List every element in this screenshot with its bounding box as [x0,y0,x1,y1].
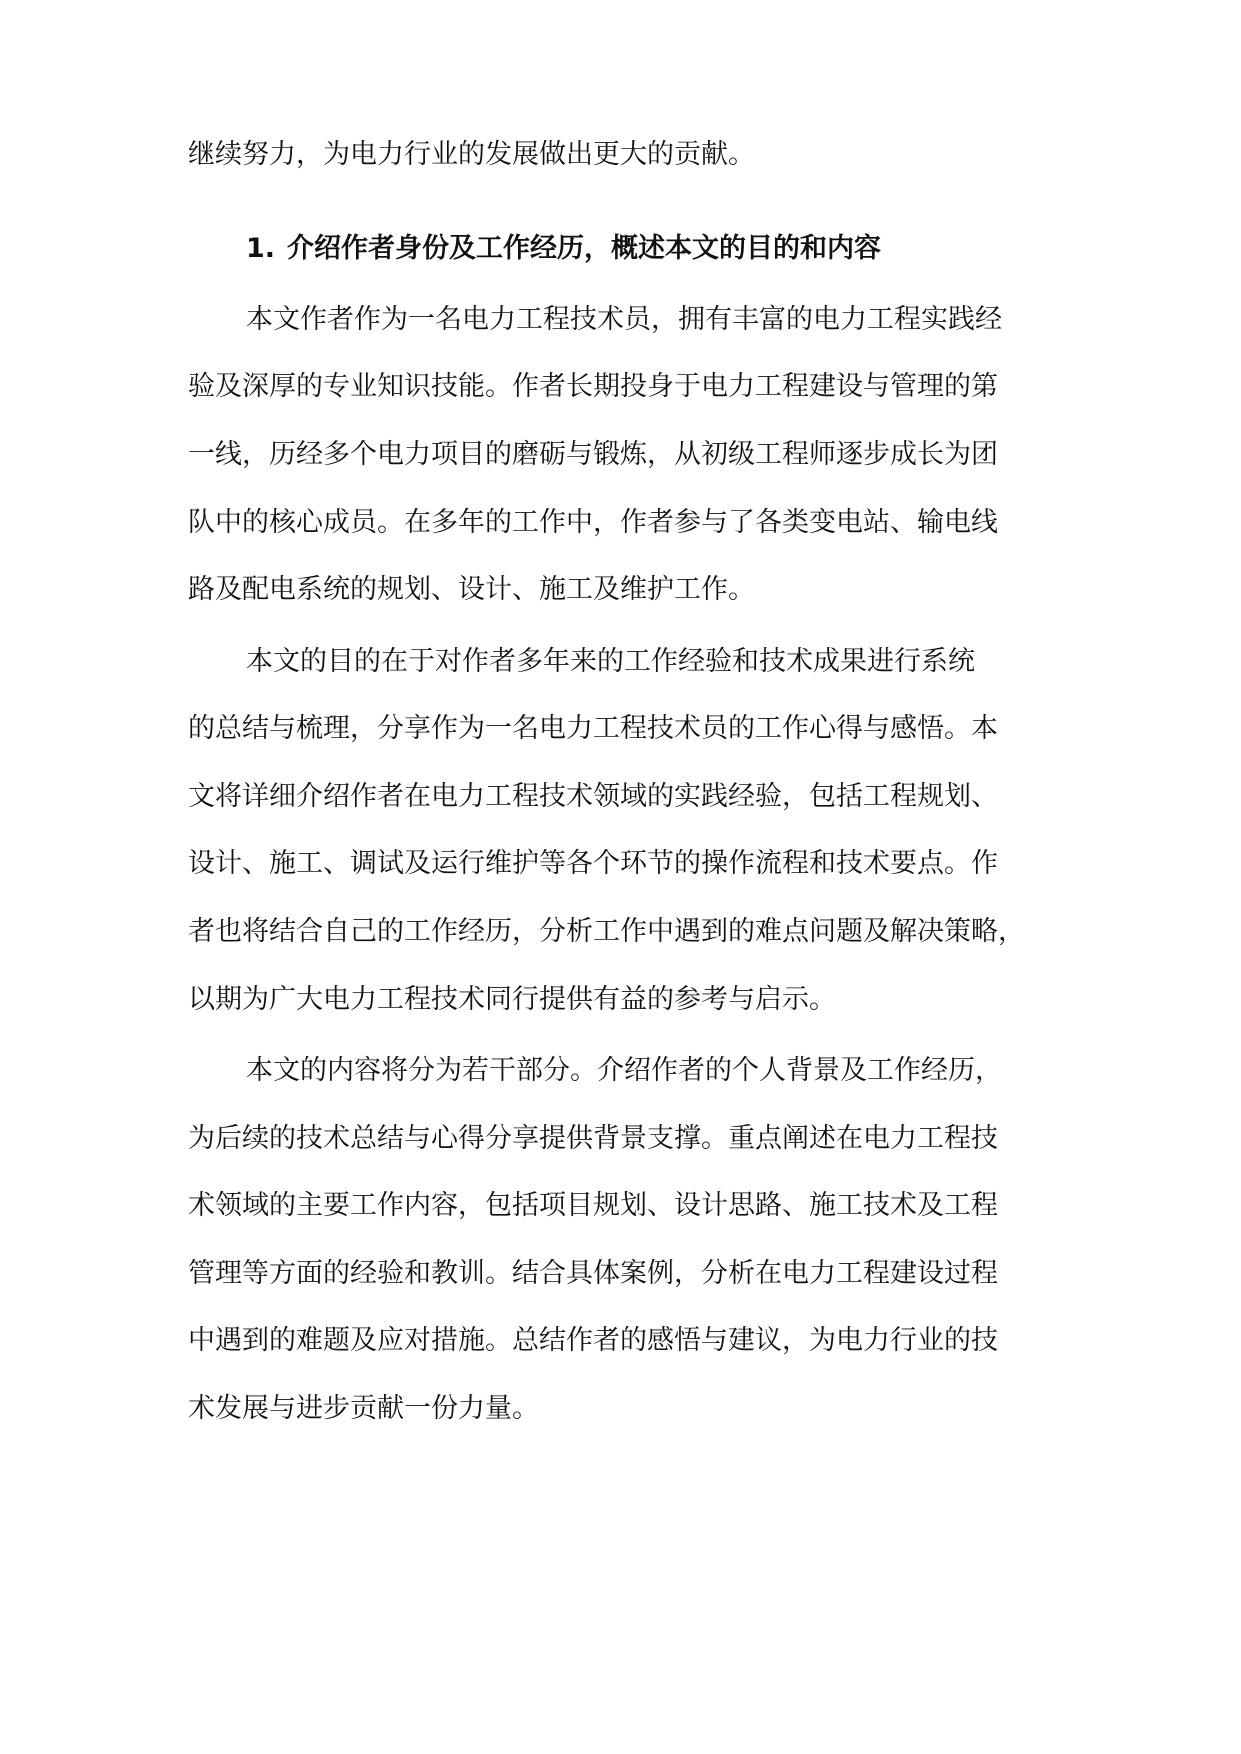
continued-text-line: 继续努力，为电力行业的发展做出更大的贡献。 [188,139,755,170]
paragraph-line: 本文的内容将分为若干部分。介绍作者的个人背景及工作经历， [246,1055,1002,1086]
paragraph-line: 管理等方面的经验和教训。结合具体案例，分析在电力工程建设过程 [188,1258,998,1289]
paragraph-line: 以期为广大电力工程技术同行提供有益的参考与启示。 [188,984,836,1015]
paragraph-line: 设计、施工、调试及运行维护等各个环节的操作流程和技术要点。作 [188,848,998,879]
paragraph-line: 本文作者作为一名电力工程技术员，拥有丰富的电力工程实践经 [246,304,1002,335]
paragraph-line: 为后续的技术总结与心得分享提供背景支撑。重点阐述在电力工程技 [188,1123,998,1154]
paragraph-line: 队中的核心成员。在多年的工作中，作者参与了各类变电站、输电线 [188,507,998,538]
section-title: 介绍作者身份及工作经历，概述本文的目的和内容 [287,233,882,264]
paragraph-line: 一线，历经多个电力项目的磨砺与锻炼，从初级工程师逐步成长为团 [188,439,998,470]
paragraph-line: 验及深厚的专业知识技能。作者长期投身于电力工程建设与管理的第 [188,371,998,402]
section-heading [246,231,881,267]
paragraph-line: 术领域的主要工作内容，包括项目规划、设计思路、施工技术及工程 [188,1190,998,1221]
paragraph-line: 术发展与进步贡献一份力量。 [188,1393,539,1424]
paragraph-line: 者也将结合自己的工作经历，分析工作中遇到的难点问题及解决策略， [188,916,1025,947]
paragraph-line: 的总结与梳理，分享作为一名电力工程技术员的工作心得与感悟。本 [188,713,998,744]
paragraph-line: 本文的目的在于对作者多年来的工作经验和技术成果进行系统 [246,646,975,677]
section-number: 1. [246,233,276,264]
paragraph-line: 文将详细介绍作者在电力工程技术领域的实践经验，包括工程规划、 [188,781,998,812]
paragraph-line: 路及配电系统的规划、设计、施工及维护工作。 [188,574,755,605]
paragraph-line: 中遇到的难题及应对措施。总结作者的感悟与建议，为电力行业的技 [188,1325,998,1356]
